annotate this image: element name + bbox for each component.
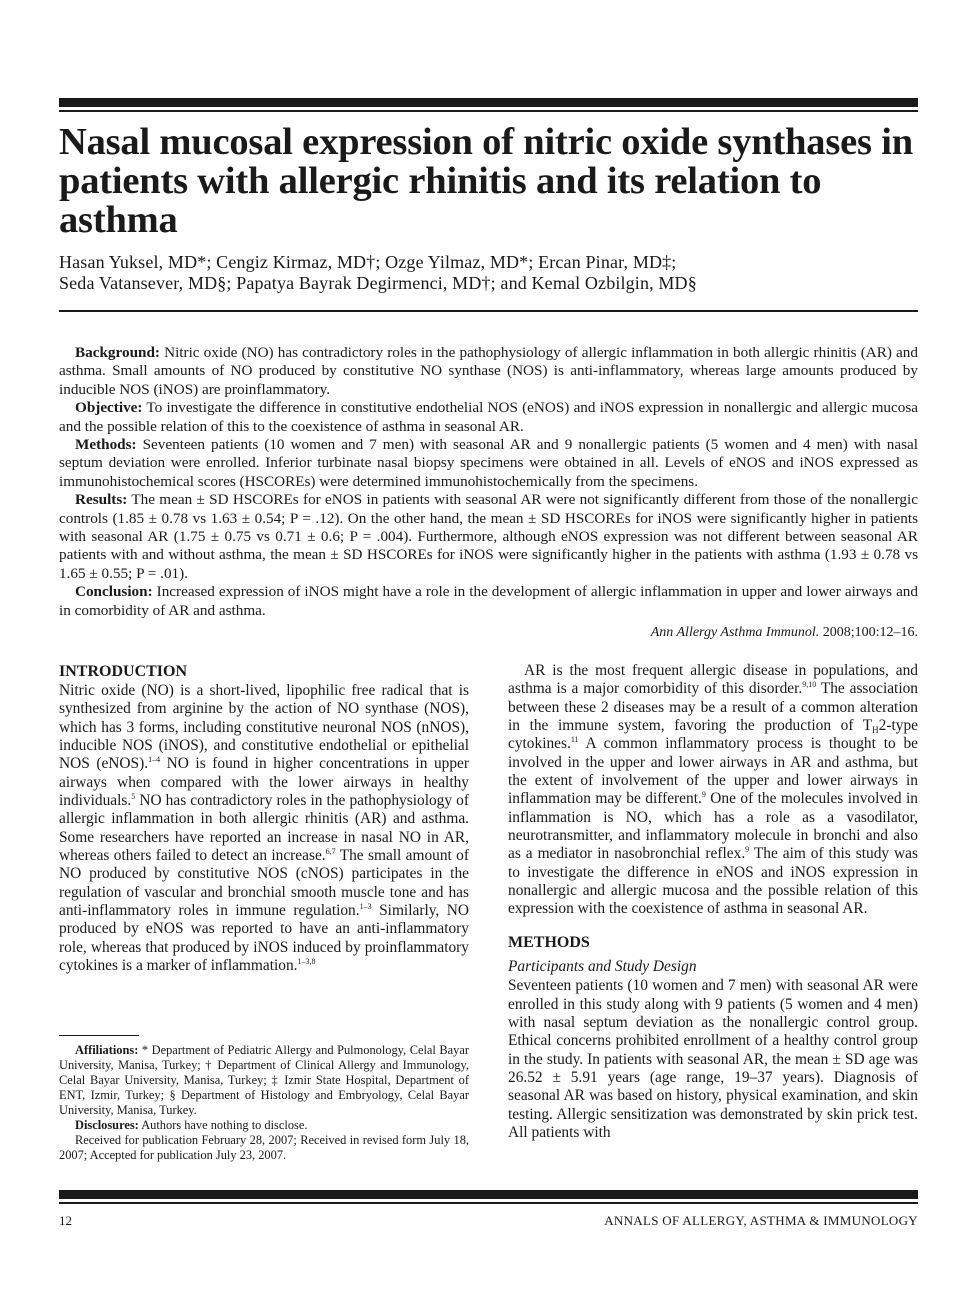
reference-superscript: 9	[745, 845, 750, 855]
header-rule-thick	[59, 98, 918, 107]
reference-superscript: 1–3,8	[297, 957, 316, 967]
journal-name: ANNALS OF ALLERGY, ASTHMA & IMMUNOLOGY	[604, 1213, 918, 1228]
reference-superscript: 5	[131, 792, 136, 802]
header-rule-thin	[59, 110, 918, 112]
disclosures-label: Disclosures:	[75, 1118, 139, 1132]
abstract-methods	[59, 436, 918, 491]
reference-superscript: 1–4	[148, 755, 161, 765]
abstract-background	[59, 344, 918, 399]
abstract-objective	[59, 399, 918, 436]
abstract-conclusion	[59, 583, 918, 620]
reference-superscript: 1–3	[359, 902, 372, 912]
abstract-results-text: The mean ± SD HSCOREs for eNOS in patients with seasonal AR were not significantly different from those of the nonallergic controls (1.85 ± 0.78 vs 1.63 ± 0.54; P = .12). On the other hand, the mean ± SD HSCOREs for iNOS were significantly higher in patients with seasonal AR (1.75 ± 0.75 vs 0.71 ± 0.6; P = .004). Furthermore, although eNOS expression was not different between seasonal AR patients with and without asthma, the mean ± SD HSCOREs for iNOS were significantly higher in the patients with asthma (1.93 ± 0.78 vs 1.65 ± 0.55; P = .01).	[59, 491, 918, 582]
disclosures-footnote	[59, 1118, 469, 1133]
footer-rule-thick	[59, 1190, 918, 1199]
abstract-background-label: Background:	[75, 344, 160, 361]
author-line-1: Hasan Yuksel, MD*; Cengiz Kirmaz, MD†; Ozge Yilmaz, MD*; Ercan Pinar, MD‡;	[59, 252, 677, 272]
methods-paragraph-1: Seventeen patients (10 women and 7 men) with seasonal AR were enrolled in this study along with 9 patients (5 women and 4 men) with nasal septum deviation as the nonallergic control group. Ethical concerns prohibited enrollment of a healthy control group in the study. In patients with seasonal AR, the mean ± SD age was 26.52 ± 5.91 years (age range, 19–37 years). Diagnosis of seasonal AR was based on history, physical examination, and skin testing. Allergic sensitization was demonstrated by skin prick test. All patients with	[508, 977, 918, 1141]
footer-rule-thin	[59, 1202, 918, 1204]
reference-superscript: 9	[701, 790, 706, 800]
affiliations-label: Affiliations:	[75, 1043, 139, 1057]
reference-superscript: 6,7	[325, 847, 336, 857]
citation-journal: Ann Allergy Asthma Immunol.	[650, 625, 820, 641]
methods-heading: METHODS	[508, 933, 590, 951]
introduction-paragraph-2: AR is the most frequent allergic disease in populations, and asthma is a major comorbidity of this disorder.$^{9,10}$ The association between these 2 diseases may be a result of a common alteration in the immune system, favoring the production of $T_H2$-type cytokines.$^{11}$ A common inflammatory process is thought to be involved in the upper and lower airways in AR and asthma, but the extent of involvement of the upper and lower airways in inflammation may be different.$^9$ One of the molecules involved in inflammation is NO, which has a role as a vasodilator, neurotransmitter, and inflammatory molecule in bronchi and also as a mediator in nasobronchial reflex.$^9$ The aim of this study was to investigate the difference in eNOS and iNOS expression in nonallergic and allergic mucosa and the possible relation of this expression with the coexistence of asthma in seasonal AR.	[508, 662, 919, 918]
abstract-objective-label: Objective:	[75, 399, 143, 417]
abstract-conclusion-text: Increased expression of iNOS might have a role in the development of allergic inflammation in upper and lower airways and in comorbidity of AR and asthma.	[59, 583, 918, 619]
abstract-objective-text: To investigate the difference in constitutive endothelial NOS (eNOS) and iNOS expression in nonallergic and allergic mucosa and the possible relation of this to the coexistence of asthma in seasonal AR.	[59, 399, 918, 435]
footnotes	[59, 1043, 469, 1163]
footnote-rule	[59, 1035, 139, 1036]
citation-details: 2008;100:12–16.	[822, 625, 918, 641]
page-number: 12	[59, 1213, 72, 1228]
introduction-paragraph-1: Nitric oxide (NO) is a short-lived, lipophilic free radical that is synthesized from arginine by the action of NO synthase (NOS), which has 3 forms, including constitutive neuronal NOS (nNOS), inducible NOS (iNOS), and constitutive endothelial or epithelial NOS (eNOS).$^{1-4}$ NO is found in higher concentrations in upper airways when compared with the lower airways in healthy individuals.$^5$ NO has contradictory roles in the pathophysiology of allergic inflammation in both allergic rhinitis (AR) and asthma. Some researchers have reported an increase in nasal NO in AR, whereas others failed to detect an increase.$^{6,7}$ The small amount of NO produced by constitutive NOS (cNOS) participates in the regulation of vascular and bronchial smooth muscle tone and has anti-inflammatory roles in immune regulation.$^{1-3}$ Similarly, NO produced by eNOS was reported to have an anti-inflammatory role, whereas that produced by iNOS induced by proinflammatory cytokines is a marker of inflammation.$^{1-3,8}$	[59, 682, 470, 975]
abstract-results	[59, 491, 918, 583]
reference-superscript: 9,10	[802, 680, 817, 690]
abstract	[59, 344, 918, 642]
abstract-background-text: Nitric oxide (NO) has contradictory roles in the pathophysiology of allergic inflammation in both allergic rhinitis (AR) and asthma. Small amounts of NO produced by constitutive NO synthase (NOS) is anti-inflammatory, whereas large amounts produced by inducible NOS (iNOS) are proinflammatory.	[59, 344, 918, 398]
abstract-conclusion-label: Conclusion:	[75, 583, 153, 601]
received-footnote: Received for publication February 28, 2007; Received in revised form July 18, 2007; Accepted for publication July 23, 2007.	[59, 1133, 469, 1162]
methods-subheading: Participants and Study Design	[508, 957, 697, 975]
article-title: Nasal mucosal expression of nitric oxide synthases in patients with allergic rhinitis and its relation to asthma	[59, 121, 913, 241]
author-line-2: Seda Vatansever, MD§; Papatya Bayrak Degirmenci, MD†; and Kemal Ozbilgin, MD§	[59, 273, 697, 293]
abstract-methods-text: Seventeen patients (10 women and 7 men) with seasonal AR and 9 nonallergic patients (5 women and 4 men) with nasal septum deviation were enrolled. Inferior turbinate nasal biopsy specimens were obtained in all. Levels of eNOS and iNOS expressed as immunohistochemical scores (HSCOREs) were determined immunohistochemically from the specimens.	[59, 436, 919, 490]
subscript-h: H	[872, 725, 879, 736]
citation	[59, 624, 918, 642]
abstract-methods-label: Methods:	[75, 436, 137, 454]
reference-superscript: 11	[570, 735, 579, 745]
right-column	[508, 662, 918, 1142]
abstract-results-label: Results:	[75, 491, 128, 509]
affiliations-text: * Department of Pediatric Allergy and Pulmonology, Celal Bayar University, Manisa, Turkey; † Department of Clinical Allergy and Immunology, Celal Bayar University, Manisa, Turkey; ‡ Izmir State Hospital, Department of ENT, Izmir, Turkey; § Department of Histology and Embryology, Celal Bayar University, Manisa, Turkey.	[59, 1043, 469, 1117]
affiliations-footnote	[59, 1043, 469, 1118]
introduction-heading: INTRODUCTION	[59, 663, 188, 680]
author-list	[59, 252, 919, 294]
disclosures-text: Authors have nothing to disclose.	[141, 1118, 308, 1132]
abstract-top-rule	[59, 310, 918, 312]
left-column	[59, 662, 469, 976]
